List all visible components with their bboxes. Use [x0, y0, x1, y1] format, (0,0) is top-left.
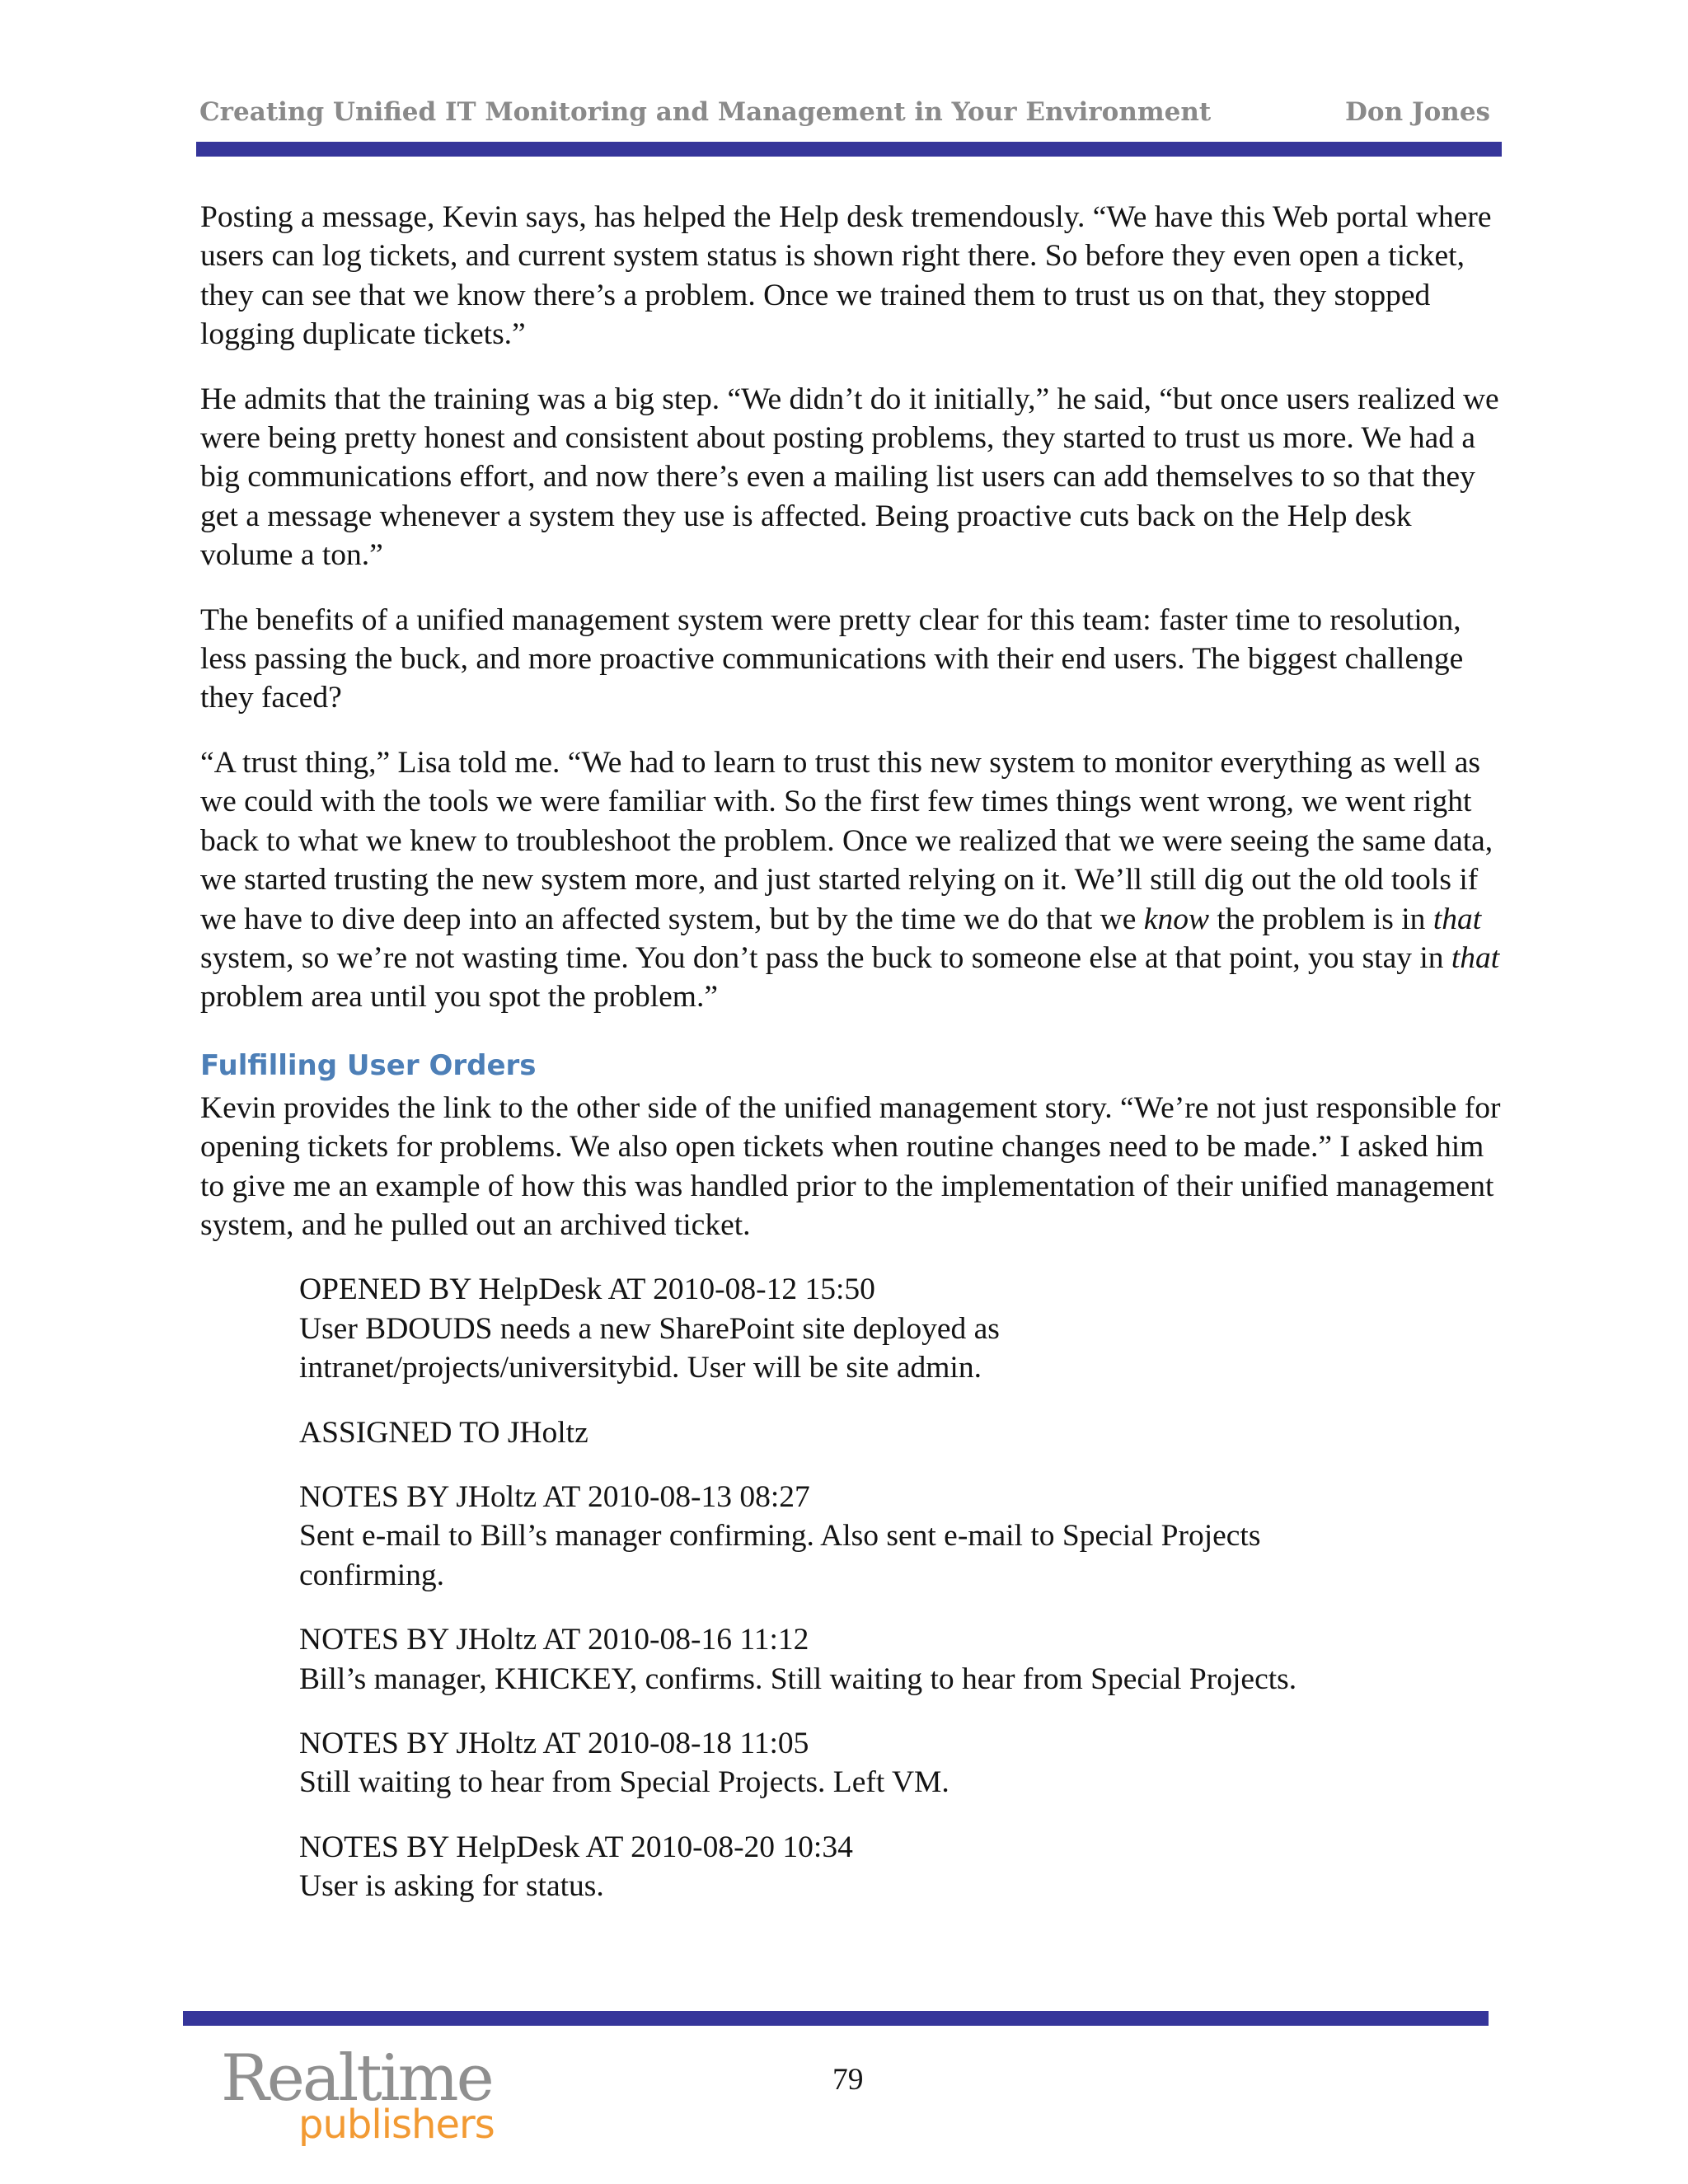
- logo-wordmark-top: Realtime: [221, 2041, 492, 2116]
- paragraph-4-part-a: “A trust thing,” Lisa told me. “We had to learn to trust this new system to monitor everything as well as we could with the tools we were familiar with. So the first few times things went wrong, we went right back to what we knew to troubleshoot the problem. Once we realized that we were seeing the same data, we started trusting the new system more, and just started relying on it. We’ll still dig out the old tools if we have to dive deep into an affected system, but by the time we do that we: [200, 745, 1493, 936]
- header-rule: [196, 142, 1502, 157]
- ticket-entry: [299, 1270, 1511, 1387]
- ticket-entry: [299, 1828, 1511, 1906]
- paragraph-4-part-c: the problem is in: [1208, 902, 1433, 936]
- emphasis-that-2: that: [1451, 940, 1500, 975]
- ticket-entry-line: Sent e-mail to Bill’s manager confirming. Also sent e-mail to Special Projects: [299, 1519, 1261, 1554]
- page-number: 79: [832, 2063, 864, 2097]
- ticket-entry-head: NOTES BY JHoltz AT 2010-08-13 08:27: [299, 1479, 810, 1514]
- header-author: Don Jones: [1345, 97, 1490, 127]
- page-content: [200, 198, 1511, 1932]
- paragraph-2: He admits that the training was a big step. “We didn’t do it initially,” he said, “but once users realized we were being pretty honest and consistent about posting problems, they started to trust us more. We had a big communications effort, and now there’s even a mailing list users can add themselves to so that they get a message whenever a system they use is affected. Being proactive cuts back on the Help desk volume a ton.”: [200, 382, 1499, 573]
- ticket-entry: [299, 1413, 1511, 1452]
- paragraph-4: [200, 743, 1511, 1017]
- ticket-entry-line: intranet/projects/universitybid. User will be site admin.: [299, 1351, 982, 1385]
- paragraph-1: Posting a message, Kevin says, has helped the Help desk tremendously. “We have this Web portal where users can log tickets, and current system status is shown right there. So before they even open a ticket, they can see that we know there’s a problem. Once we trained them to trust us on that, they stopped logging duplicate tickets.”: [200, 200, 1492, 352]
- ticket-entry: [299, 1620, 1511, 1699]
- ticket-log: [200, 1270, 1511, 1905]
- ticket-entry-head: NOTES BY JHoltz AT 2010-08-16 11:12: [299, 1623, 809, 1657]
- ticket-entry-line: User is asking for status.: [299, 1869, 604, 1904]
- paragraph-4-part-e: system, so we’re not wasting time. You don’t pass the buck to someone else at that point, you stay in: [200, 940, 1451, 975]
- emphasis-that-1: that: [1432, 902, 1482, 936]
- section-heading: Fulfilling User Orders: [200, 1048, 537, 1082]
- paragraph-3: The benefits of a unified management system were pretty clear for this team: faster time to resolution, less passing the buck, and more proactive communications with their end users. The biggest challenge they faced?: [200, 602, 1464, 715]
- page-header: [198, 97, 1490, 135]
- section-paragraph: Kevin provides the link to the other side of the unified management story. “We’re not just responsible for opening tickets for problems. We also open tickets when routine changes need to be made.” I asked him to give me an example of how this was handled prior to the implementation of their unified management system, and he pulled out an archived ticket.: [200, 1090, 1501, 1242]
- ticket-entry-line: confirming.: [299, 1558, 445, 1592]
- ticket-entry-line: Still waiting to hear from Special Projects. Left VM.: [299, 1765, 950, 1800]
- footer-rule: [183, 2011, 1489, 2026]
- ticket-entry-head: NOTES BY JHoltz AT 2010-08-18 11:05: [299, 1727, 809, 1760]
- emphasis-know: know: [1143, 902, 1209, 936]
- ticket-entry-head: NOTES BY HelpDesk AT 2010-08-20 10:34: [299, 1830, 853, 1864]
- ticket-entry-line: Bill’s manager, KHICKEY, confirms. Still waiting to hear from Special Projects.: [299, 1661, 1297, 1696]
- ticket-entry: [299, 1478, 1511, 1595]
- paragraph-4-part-g: problem area until you spot the problem.”: [200, 980, 718, 1015]
- publisher-logo: [221, 2041, 495, 2158]
- header-title: Creating Unified IT Monitoring and Management in Your Environment: [199, 97, 1212, 127]
- ticket-entry: [299, 1724, 1511, 1802]
- ticket-entry-head: ASSIGNED TO JHoltz: [299, 1415, 588, 1450]
- logo-wordmark-bottom: publishers: [298, 2102, 495, 2148]
- ticket-entry-head: OPENED BY HelpDesk AT 2010-08-12 15:50: [299, 1272, 875, 1307]
- ticket-entry-line: User BDOUDS needs a new SharePoint site deployed as: [299, 1311, 1000, 1346]
